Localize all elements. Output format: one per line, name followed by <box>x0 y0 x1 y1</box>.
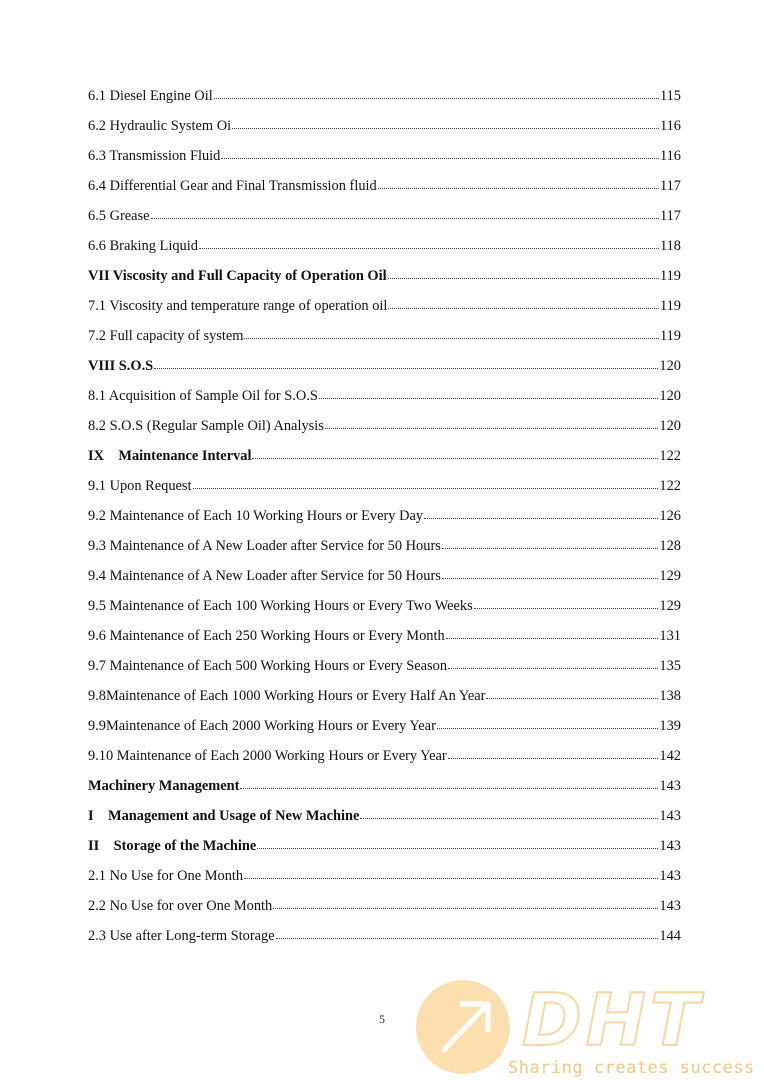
toc-leader-dots <box>151 210 659 219</box>
toc-entry[interactable] <box>88 384 681 414</box>
toc-leader-dots <box>199 240 659 249</box>
toc-leader-dots <box>378 180 659 189</box>
toc-entry[interactable] <box>88 414 681 444</box>
toc-entry-page: 116 <box>659 148 681 164</box>
toc-entry[interactable] <box>88 894 681 924</box>
toc-entry-title: 9.4 Maintenance of A New Loader after Service for 50 Hours <box>88 568 441 584</box>
toc-entry[interactable] <box>88 204 681 234</box>
toc-leader-dots <box>214 90 659 99</box>
toc-leader-dots <box>325 420 659 429</box>
toc-leader-dots <box>360 810 658 819</box>
toc-leader-dots <box>244 870 658 879</box>
toc-entry-page: 144 <box>659 928 681 944</box>
arrow-icon <box>436 996 496 1056</box>
toc-entry[interactable] <box>88 264 681 294</box>
toc-entry-title: 8.1 Acquisition of Sample Oil for S.O.S <box>88 388 318 404</box>
toc-entry[interactable] <box>88 474 681 504</box>
toc-entry-page: 129 <box>659 568 681 584</box>
toc-entry[interactable] <box>88 354 681 384</box>
toc-entry-title: 7.1 Viscosity and temperature range of operation oil <box>88 298 388 314</box>
toc-entry[interactable] <box>88 924 681 954</box>
toc-entry-page: 142 <box>659 748 681 764</box>
toc-leader-dots <box>276 930 659 939</box>
toc-entry-page: 116 <box>659 118 681 134</box>
toc-entry[interactable] <box>88 324 681 354</box>
toc-leader-dots <box>232 120 659 129</box>
toc-entry[interactable] <box>88 534 681 564</box>
toc-leader-dots <box>448 750 659 759</box>
toc-entry-title: 2.3 Use after Long-term Storage <box>88 928 275 944</box>
toc-entry[interactable] <box>88 624 681 654</box>
toc-entry[interactable] <box>88 804 681 834</box>
toc-entry[interactable] <box>88 294 681 324</box>
toc-entry[interactable] <box>88 594 681 624</box>
toc-entry[interactable] <box>88 714 681 744</box>
toc-leader-dots <box>240 780 658 789</box>
toc-entry-page: 122 <box>659 448 681 464</box>
toc-entry-page: 118 <box>659 238 681 254</box>
toc-leader-dots <box>252 450 658 459</box>
toc-entry-page: 119 <box>659 328 681 344</box>
toc-leader-dots <box>446 630 659 639</box>
toc-entry-title: VIII S.O.S <box>88 358 154 374</box>
toc-entry[interactable] <box>88 774 681 804</box>
toc-entry-page: 117 <box>659 208 681 224</box>
toc-leader-dots <box>437 720 659 729</box>
toc-leader-dots <box>448 660 658 669</box>
toc-leader-dots <box>474 600 659 609</box>
toc-entry-title: 2.1 No Use for One Month <box>88 868 244 884</box>
page-number: 5 <box>379 1012 385 1026</box>
toc-entry[interactable] <box>88 444 681 474</box>
toc-entry[interactable] <box>88 144 681 174</box>
watermark <box>416 980 764 1080</box>
toc-entry[interactable] <box>88 174 681 204</box>
toc-entry-title: 6.1 Diesel Engine Oil <box>88 88 213 104</box>
toc-entry-title: VII Viscosity and Full Capacity of Operation Oil <box>88 268 387 284</box>
toc-entry-page: 126 <box>659 508 681 524</box>
toc-entry-title: 9.10 Maintenance of Each 2000 Working Hours or Every Year <box>88 748 447 764</box>
toc-leader-dots <box>319 390 659 399</box>
toc-entry-title: IX Maintenance Interval <box>88 448 252 464</box>
toc-entry-page: 128 <box>659 538 681 554</box>
toc-entry[interactable] <box>88 684 681 714</box>
toc-entry-page: 122 <box>659 478 681 494</box>
toc-entry[interactable] <box>88 834 681 864</box>
toc-entry-title: Machinery Management <box>88 778 240 794</box>
toc-leader-dots <box>486 690 658 699</box>
toc-entry[interactable] <box>88 654 681 684</box>
toc-entry[interactable] <box>88 84 681 114</box>
toc-entry[interactable] <box>88 864 681 894</box>
toc-entry-page: 119 <box>659 298 681 314</box>
toc-entry-title: 9.3 Maintenance of A New Loader after Service for 50 Hours <box>88 538 441 554</box>
toc-entry-page: 131 <box>659 628 681 644</box>
toc-leader-dots <box>424 510 658 519</box>
toc-entry-page: 143 <box>659 778 681 794</box>
toc-entry-title: 9.9Maintenance of Each 2000 Working Hours or Every Year <box>88 718 436 734</box>
toc-entry-title: 9.8Maintenance of Each 1000 Working Hours or Every Half An Year <box>88 688 486 704</box>
toc-entry-title: 8.2 S.O.S (Regular Sample Oil) Analysis <box>88 418 324 434</box>
toc-entry-title: 9.6 Maintenance of Each 250 Working Hours or Every Month <box>88 628 445 644</box>
toc-leader-dots <box>154 360 658 369</box>
toc-entry-title: 9.5 Maintenance of Each 100 Working Hours or Every Two Weeks <box>88 598 473 614</box>
toc-leader-dots <box>221 150 659 159</box>
table-of-contents <box>88 84 681 954</box>
toc-entry-page: 143 <box>659 868 681 884</box>
toc-entry-page: 120 <box>659 388 681 404</box>
toc-entry[interactable] <box>88 234 681 264</box>
toc-leader-dots <box>193 480 659 489</box>
toc-entry-page: 129 <box>659 598 681 614</box>
toc-entry[interactable] <box>88 744 681 774</box>
toc-entry-page: 119 <box>659 268 681 284</box>
toc-entry-title: 6.6 Braking Liquid <box>88 238 198 254</box>
toc-entry-page: 135 <box>659 658 681 674</box>
toc-leader-dots <box>442 570 659 579</box>
toc-entry-title: II Storage of the Machine <box>88 838 257 854</box>
watermark-tagline: Sharing creates success <box>508 1058 755 1078</box>
toc-entry-page: 143 <box>659 838 681 854</box>
toc-entry-title: 9.7 Maintenance of Each 500 Working Hours or Every Season <box>88 658 448 674</box>
toc-entry-title: 6.4 Differential Gear and Final Transmission fluid <box>88 178 377 194</box>
toc-leader-dots <box>388 300 659 309</box>
toc-entry-title: 2.2 No Use for over One Month <box>88 898 273 914</box>
toc-entry-title: I Management and Usage of New Machine <box>88 808 360 824</box>
toc-entry-page: 120 <box>659 358 681 374</box>
toc-entry-title: 6.2 Hydraulic System Oi <box>88 118 232 134</box>
toc-entry-title: 9.1 Upon Request <box>88 478 192 494</box>
toc-entry[interactable] <box>88 504 681 534</box>
toc-leader-dots <box>273 900 658 909</box>
toc-leader-dots <box>442 540 659 549</box>
toc-leader-dots <box>244 330 658 339</box>
toc-leader-dots <box>388 270 659 279</box>
toc-entry-page: 120 <box>659 418 681 434</box>
toc-entry-page: 138 <box>659 688 681 704</box>
toc-entry-page: 143 <box>659 898 681 914</box>
toc-entry-title: 7.2 Full capacity of system <box>88 328 244 344</box>
toc-entry-page: 139 <box>659 718 681 734</box>
watermark-logo: DHT <box>522 978 704 1062</box>
toc-entry-title: 6.5 Grease <box>88 208 150 224</box>
toc-entry[interactable] <box>88 564 681 594</box>
toc-entry-title: 9.2 Maintenance of Each 10 Working Hours or Every Day <box>88 508 424 524</box>
toc-entry-title: 6.3 Transmission Fluid <box>88 148 221 164</box>
toc-entry-page: 115 <box>659 88 681 104</box>
toc-entry[interactable] <box>88 114 681 144</box>
toc-entry-page: 117 <box>659 178 681 194</box>
toc-leader-dots <box>257 840 658 849</box>
toc-entry-page: 143 <box>659 808 681 824</box>
